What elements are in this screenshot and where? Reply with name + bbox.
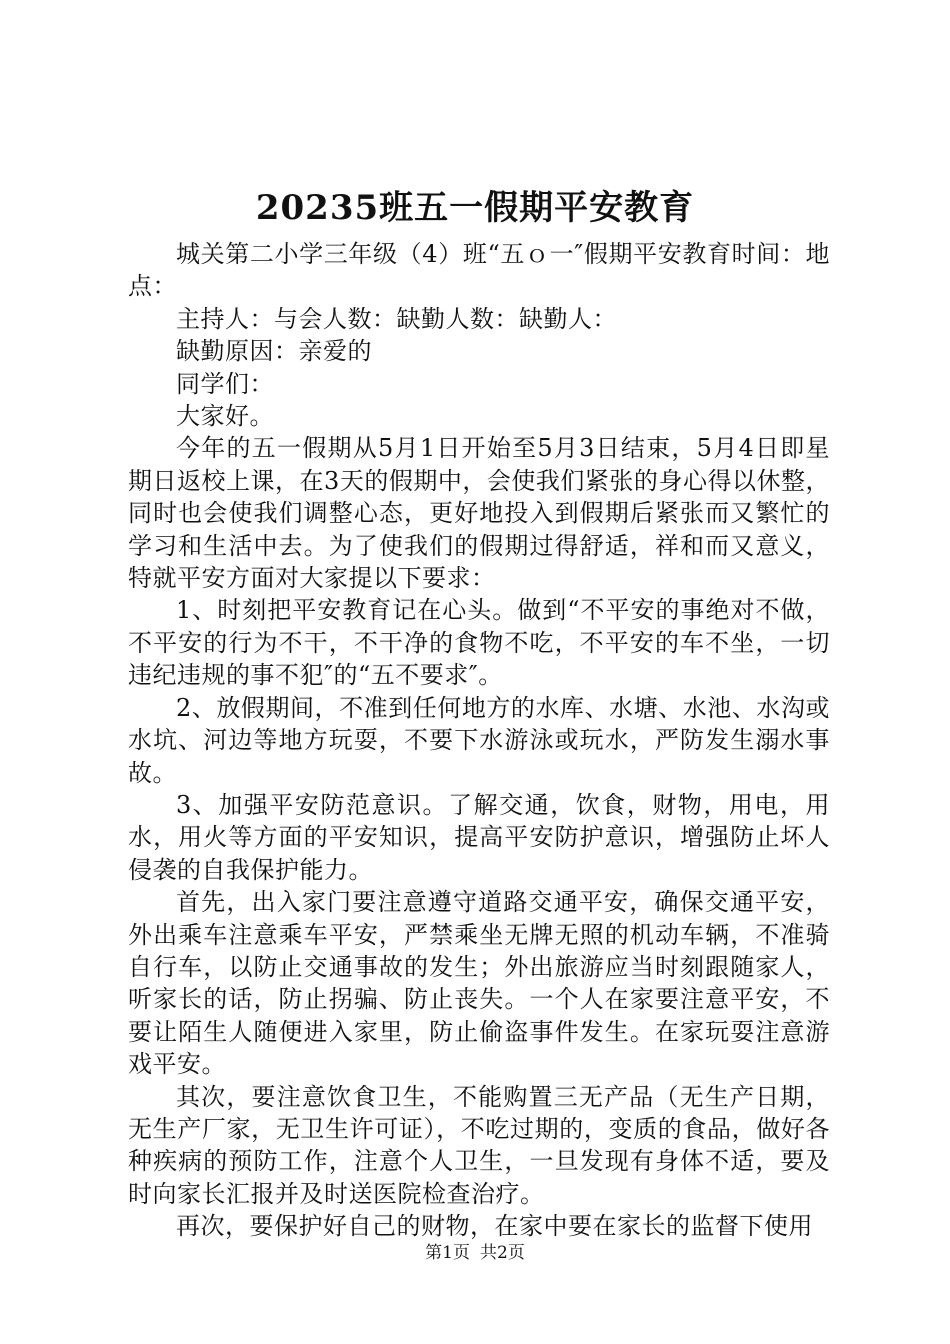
page-footer: [0, 1242, 950, 1264]
paragraph-host: 主持人：与会人数：缺勤人数：缺勤人：: [176, 304, 617, 333]
paragraph-third: 再次，要保护好自己的财物，在家中要在家长的监督下使用: [176, 1212, 813, 1241]
paragraph-rule-2: 2、放假期间，不准到任何地方的水库、水塘、水池、水沟或水坑、河边等地方玩耍，不要下水游泳或玩水，严防发生溺水事故。: [128, 693, 830, 787]
page-total: 共2页: [480, 1243, 525, 1263]
paragraph-first: 首先，出入家门要注意遵守道路交通平安，确保交通平安，外出乘车注意乘车平安，严禁乘坐无牌无照的机动车辆，不准骑自行车，以防止交通事故的发生；外出旅游应当时刻跟随家人，听家长的话，防止拐骗、防止丧失。一个人在家要注意平安，不要让陌生人随便进入家里，防止偷盗事件发生。在家玩耍注意游戏平安。: [128, 888, 830, 1079]
paragraph-header: 城关第二小学三年级（4）班“五ｏ一″假期平安教育时间：地点：: [128, 240, 830, 301]
paragraph-rule-1: 1、时刻把平安教育记在心头。做到“不平安的事绝对不做，不平安的行为不干，不干净的食物不吃，不平安的车不坐，一切违纪违规的事不犯″的“五不要求″。: [128, 596, 830, 690]
paragraph-intro: 今年的五一假期从5月1日开始至5月3日结束，5月4日即星期日返校上课，在3天的假期中，会使我们紧张的身心得以休整，同时也会使我们调整心态，更好地投入到假期后紧张而又繁忙的学习和生活中去。为了使我们的假期过得舒适，祥和而又意义，特就平安方面对大家提以下要求：: [128, 434, 830, 593]
page-number: 第1页: [425, 1243, 470, 1263]
paragraph-absence: 缺勤原因：亲爱的: [176, 337, 372, 366]
document-title: 20235班五一假期平安教育: [255, 188, 695, 228]
document-body: [128, 238, 830, 1243]
paragraph-salutation: 同学们：: [176, 369, 274, 398]
paragraph-second: 其次，要注意饮食卫生，不能购置三无产品（无生产日期，无生产厂家，无卫生许可证），不吃过期的，变质的食品，做好各种疾病的预防工作，注意个人卫生，一旦发现有身体不适，要及时向家长汇报并及时送医院检查治疗。: [128, 1082, 830, 1208]
paragraph-rule-3: 3、加强平安防范意识。了解交通，饮食，财物，用电，用水，用火等方面的平安知识，提高平安防护意识，增强防止坏人侵袭的自我保护能力。: [128, 790, 830, 884]
paragraph-greeting: 大家好。: [176, 402, 274, 431]
